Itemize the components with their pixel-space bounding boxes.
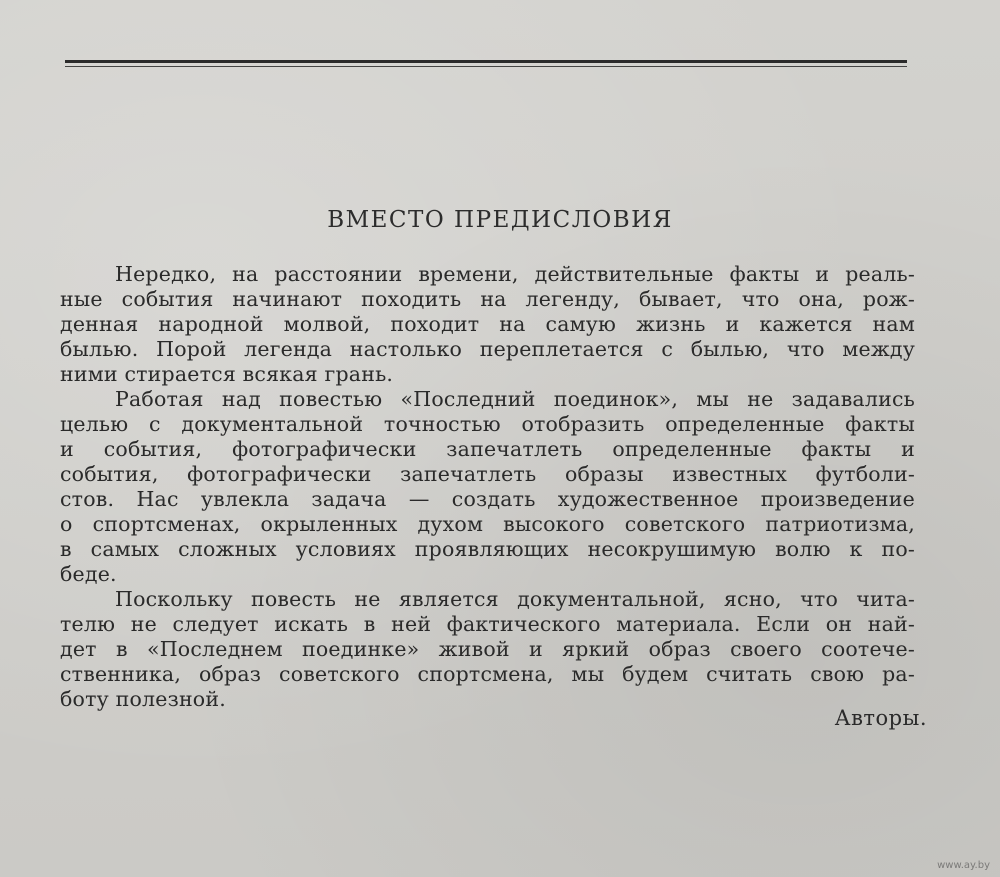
paragraph-1-line-2: ные события начинают походить на легенду, бывает, что она, рож- [60,287,915,311]
page-title: ВМЕСТО ПРЕДИСЛОВИЯ [327,207,673,233]
header-double-rule [65,60,907,70]
paragraph-3-line-3: дет в «Последнем поединке» живой и яркий образ своего соотече- [60,637,915,661]
paragraph-2-line-2: целью с документальной точностью отобразить определенные факты [60,412,915,436]
paragraph-1-line-1: Нередко, на расстоянии времени, действительные факты и реаль- [115,262,915,286]
paragraph-2-line-7: в самых сложных условиях проявляющих несокрушимую волю к по- [60,537,915,561]
paragraph-2-line-3: и события, фотографически запечатлеть определенные факты и [60,437,915,461]
signature: Авторы. [834,706,927,730]
paragraph-2-line-1: Работая над повестью «Последний поединок», мы не задавались [115,387,915,411]
paragraph-3-line-1: Поскольку повесть не является документальной, ясно, что чита- [115,587,915,611]
watermark: www.ay.by [937,860,990,871]
header-rule-thick [65,60,907,63]
paragraph-3-line-2: телю не следует искать в ней фактического материала. Если он най- [60,612,915,636]
paragraph-1-line-4: былью. Порой легенда настолько переплетается с былью, что между [60,337,915,361]
preface-text [60,262,915,712]
paragraph-1-line-3: денная народной молвой, походит на самую жизнь и кажется нам [60,312,915,336]
paragraph-2-line-6: о спортсменах, окрыленных духом высокого советского патриотизма, [60,512,915,536]
paragraph-3-line-5: боту полезной. [60,687,226,711]
paragraph-1-line-5: ними стирается всякая грань. [60,362,394,386]
paragraph-2-line-4: события, фотографически запечатлеть образы известных футболи- [60,462,915,486]
header-rule-thin [65,66,907,67]
paragraph-2-line-8: беде. [60,562,117,586]
paragraph-2-line-5: стов. Нас увлекла задача — создать художественное произведение [60,487,915,511]
paragraph-3-line-4: ственника, образ советского спортсмена, мы будем считать свою ра- [60,662,915,686]
